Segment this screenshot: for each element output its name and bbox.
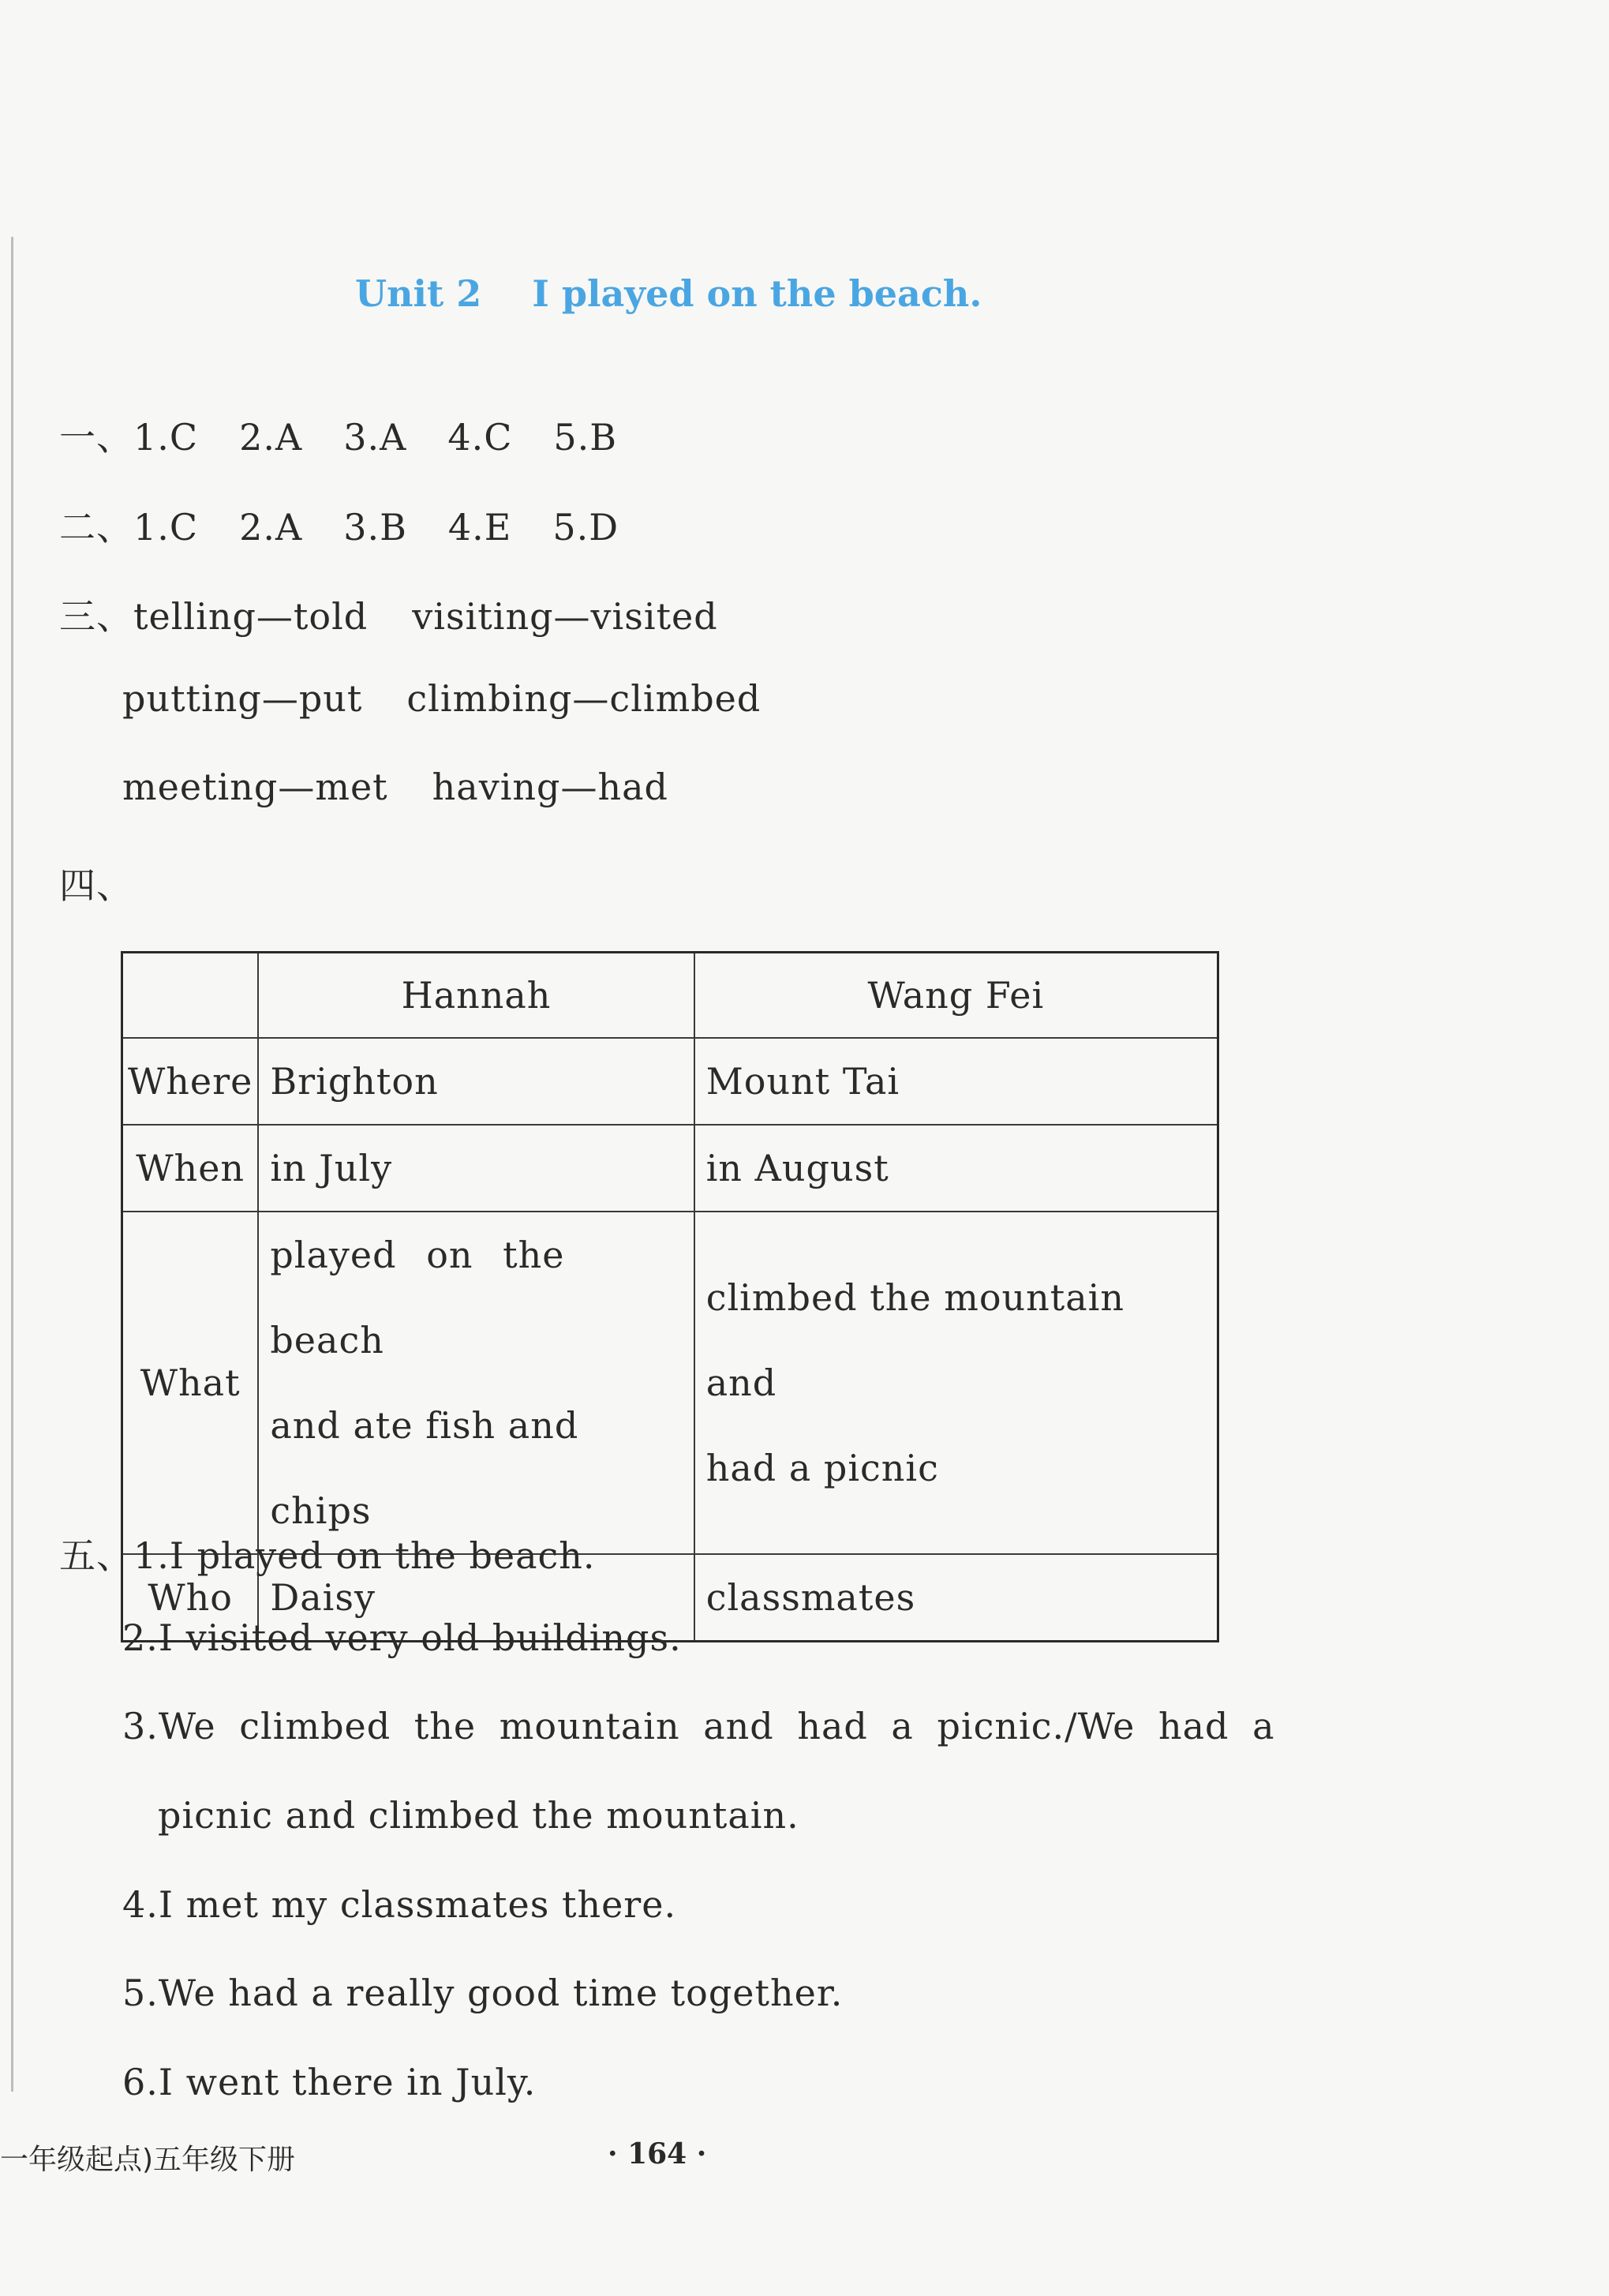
row-label: Who — [122, 1554, 259, 1642]
word-pair: climbing—climbed — [406, 677, 761, 720]
table-cell — [694, 1212, 1218, 1554]
cell-line: had a picnic — [705, 1447, 939, 1489]
section-marker: 二、 — [59, 506, 133, 549]
table-cell — [258, 1212, 694, 1554]
sentence: 6.I went there in July. — [122, 2061, 537, 2103]
table-header-cell: Wang Fei — [694, 953, 1218, 1039]
table-header-cell — [122, 953, 259, 1039]
answer: 1.C — [133, 506, 199, 549]
word-pair: visiting—visited — [412, 595, 718, 638]
sentence: 5.We had a really good time together. — [122, 1972, 844, 2014]
unit-title: Unit 2 I played on the beach. — [355, 272, 982, 315]
table-cell: Mount Tai — [694, 1038, 1218, 1125]
word-pair: putting—put — [122, 677, 363, 720]
row-label: What — [122, 1212, 259, 1554]
answer: 3.B — [343, 506, 407, 549]
table-row — [122, 1125, 1218, 1212]
footer-book-title: 一年级起点)五年级下册 — [0, 2144, 296, 2176]
cell-line: played on the beach — [270, 1234, 565, 1361]
table-cell: Daisy — [258, 1554, 694, 1642]
table-cell: in August — [694, 1125, 1218, 1212]
answer: 4.C — [447, 416, 513, 459]
sentence: 4.I met my classmates there. — [122, 1883, 677, 1926]
section-marker: 三、 — [59, 595, 133, 638]
table-cell: classmates — [694, 1554, 1218, 1642]
row-label: Where — [122, 1038, 259, 1125]
section-3-line-2 — [122, 677, 761, 720]
sentence: 1.I played on the beach. — [133, 1534, 596, 1577]
word-pair: telling—told — [133, 595, 369, 638]
answer: 5.B — [553, 416, 618, 459]
section-marker: 一、 — [59, 416, 133, 459]
row-label: When — [122, 1125, 259, 1212]
answer: 2.A — [239, 416, 303, 459]
section-3-line-3 — [122, 766, 668, 808]
answer: 4.E — [447, 506, 512, 549]
word-pair: having—had — [432, 766, 668, 808]
section-1-answers — [59, 409, 617, 461]
word-pair: meeting—met — [122, 766, 388, 808]
sentence: 2.I visited very old buildings. — [122, 1616, 682, 1659]
section-marker: 五、 — [59, 1534, 133, 1577]
table-row — [122, 1038, 1218, 1125]
section-5-line — [59, 1527, 596, 1579]
page-number: · 164 · — [608, 2137, 707, 2171]
sentence: 3.We climbed the mountain and had a picnic./We had a — [122, 1705, 1275, 1747]
table-cell: Brighton — [258, 1038, 694, 1125]
section-4-marker: 四、 — [59, 864, 133, 907]
cell-line: climbed the mountain and — [705, 1276, 1125, 1404]
answer: 5.D — [552, 506, 619, 549]
sentence-continuation: picnic and climbed the mountain. — [158, 1794, 799, 1837]
answer: 2.A — [239, 506, 303, 549]
table-header-cell: Hannah — [258, 953, 694, 1039]
table-header-row — [122, 953, 1218, 1039]
section-2-answers — [59, 499, 619, 551]
answer: 3.A — [343, 416, 407, 459]
table-row — [122, 1212, 1218, 1554]
cell-line: and ate fish and chips — [270, 1404, 579, 1532]
table-cell: in July — [258, 1125, 694, 1212]
page-binding-edge — [11, 237, 13, 2092]
section-3-line-1 — [59, 588, 718, 640]
answer: 1.C — [133, 416, 199, 459]
